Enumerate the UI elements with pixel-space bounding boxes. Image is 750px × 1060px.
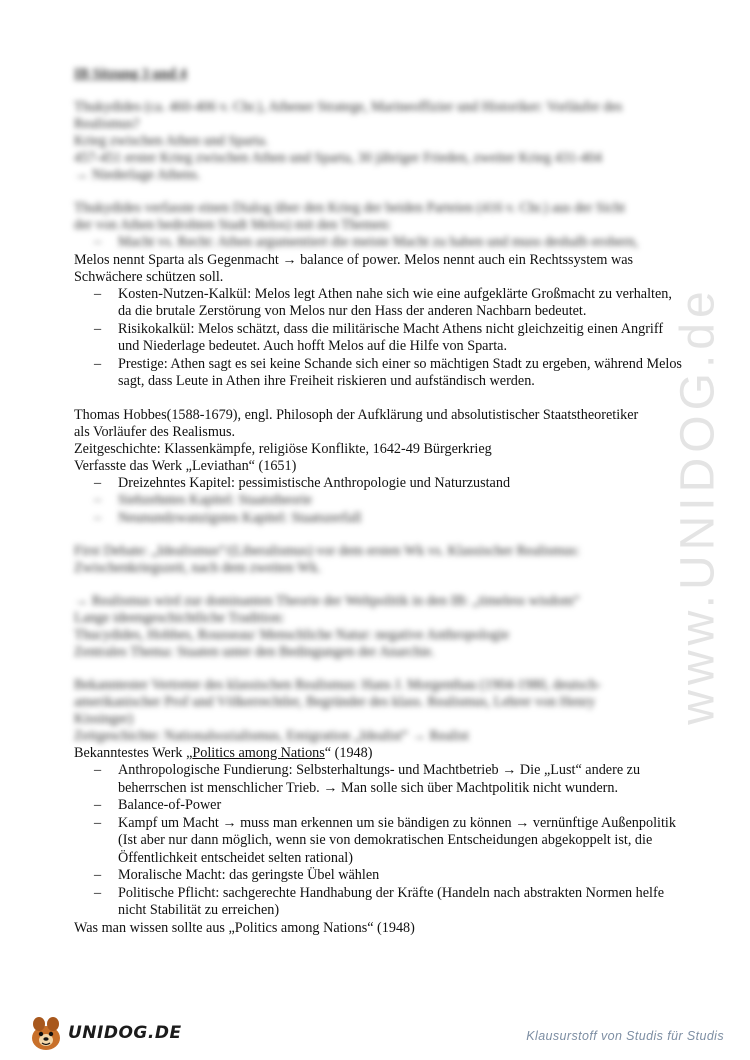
text-line: Realismus?	[74, 116, 140, 132]
list-item: – Siebzehntes Kapitel: Staatstheorie	[94, 492, 684, 510]
logo-text: UNIDOG.DE	[68, 1023, 182, 1043]
dog-mascot-icon	[26, 1014, 66, 1052]
list-item: – Kosten-Nutzen-Kalkül: Melos legt Athen nahe sich wie eine aufgeklärte Großmacht zu verhalten, da die brutale Zerstörung von Melos nur den Hass der anderen Nachbarn bedeutet.	[94, 286, 684, 321]
text-line: Thomas Hobbes(1588-1679), engl. Philosoph der Aufklärung und absolutistischer Staatstheoretiker	[74, 406, 639, 423]
hobbes-block	[74, 407, 684, 475]
spacer	[74, 184, 684, 200]
text-line: Melos nennt Sparta als Gegenmacht → balance of power. Melos nennt auch ein Rechtssystem was	[74, 251, 634, 268]
text-line: Bekanntester Vertreter des klassischen Realismus: Hans J. Morgenthau (1904-1980, deutsch-	[74, 677, 602, 693]
list-item: – Neunundzwanzigstes Kapitel: Staatszerfall	[94, 510, 684, 528]
list-item: – Prestige: Athen sagt es sei keine Schande sich einer so mächtigen Stadt zu ergeben, während Melos sagt, dass Leute in Athen ihre Freiheit riskieren und aufständisch werden.	[94, 356, 684, 391]
closing-line: Was man wissen sollte aus „Politics among Nations“ (1948)	[74, 919, 415, 936]
spacer	[74, 527, 684, 543]
text-line: Schwächere schützen soll.	[74, 268, 224, 285]
text-line: Thukydides (ca. 460-406 v. Chr.), Athener Stratege, Marineoffizier und Historiker: Vorläufer des	[74, 99, 623, 115]
text-line: amerikanischer Prof und Völkerrechtler, Begründer des klass. Realismus, Lehrer von Henry	[74, 694, 596, 710]
text-line: Thucydides, Hobbes, Rousseau/ Menschliche Natur: negative Anthropologie	[74, 627, 509, 643]
text-line: Zeitgeschichte: Nationalsozialismus, Emigration „Idealist“ → Realist	[74, 728, 469, 744]
text-line: Zwischenkriegszeit, nach dem zweiten Wk.	[74, 560, 322, 576]
text-line: als Vorläufer des Realismus.	[74, 423, 236, 440]
text-line: 457-451 erster Krieg zwischen Athen und Sparta, 30 jähriger Frieden, zweiter Krieg 431-404	[74, 150, 602, 166]
work-title-line	[74, 745, 684, 762]
intro-block	[74, 99, 684, 184]
list-item: – Macht vs. Recht: Athen argumentiert die meiste Macht zu haben und muss deshalb erobern,	[94, 234, 684, 252]
work-title: Politics among Nations	[192, 745, 325, 761]
footer-tagline: Klausurstoff von Studis für Studis	[526, 1029, 724, 1043]
text-line: Zentrales Thema: Staaten unter den Bedingungen der Anarchie.	[74, 644, 435, 660]
spacer	[74, 83, 684, 99]
spacer	[74, 661, 684, 677]
text-line: Kissinger)	[74, 711, 134, 727]
morgenthau-list	[74, 762, 684, 920]
list-item: – Moralische Macht: das geringste Übel wählen	[94, 867, 684, 885]
spacer	[74, 577, 684, 593]
document-body	[74, 66, 684, 937]
spacer	[74, 391, 684, 407]
text-line: Zeitgeschichte: Klassenkämpfe, religiöse Konflikte, 1642-49 Bürgerkrieg	[74, 440, 492, 457]
text-line: → Realismus wird zur dominanten Theorie der Weltpolitik in den IB: „timeless wisdom“	[74, 593, 580, 609]
melos-list	[74, 286, 684, 391]
list-item: – Politische Pflicht: sachgerechte Handhabung der Kräfte (Handeln nach abstrakten Normen helfe nicht Stabilität zu erreichen)	[94, 885, 684, 920]
list-item: – Kampf um Macht → muss man erkennen um sie bändigen zu können → vernünftige Außenpolitik (Ist aber nur dann möglich, wenn sie von demokratischen Entscheidungen abgekoppelt ist, die Öffentlichkeit entscheidet selten rational)	[94, 815, 684, 868]
morgenthau-block	[74, 677, 684, 745]
list-item: – Dreizehntes Kapitel: pessimistische Anthropologie und Naturzustand	[94, 475, 684, 493]
text-line: Verfasste das Werk „Leviathan“ (1651)	[74, 457, 297, 474]
text-line: Thukydides verfasste einen Dialog über den Krieg der beiden Parteien (416 v. Chr.) aus der Sicht	[74, 200, 626, 216]
work-suffix: “ (1948)	[324, 745, 373, 761]
watermark-text: www.UNIDOG.de	[671, 285, 725, 725]
realismus-block	[74, 593, 684, 661]
work-prefix: Bekanntestes Werk „	[74, 745, 193, 761]
list-item: – Anthropologische Fundierung: Selbsterhaltungs- und Machtbetrieb → Die „Lust“ andere zu beherrschen ist menschlicher Trieb. → Man solle sich über Machtpolitik nicht wundern.	[94, 762, 684, 797]
text-line: → Niederlage Athens.	[74, 167, 201, 183]
text-line: Krieg zwischen Athen und Sparta.	[74, 133, 269, 149]
text-line: First Debate: „Idealismus“/(Liberalismus) vor dem ersten Wk vs. Klassischer Realismus:	[74, 543, 580, 559]
melos-block	[74, 252, 684, 286]
hobbes-list	[74, 475, 684, 528]
page-title: IB Sitzung 3 und 4	[74, 66, 187, 82]
text-line: Lange ideengeschichtliche Tradition:	[74, 610, 285, 626]
text-line: der von Athen bedrohten Stadt Melos) mit den Themen:	[74, 217, 392, 233]
dialog-block	[74, 200, 684, 234]
debate-block	[74, 543, 684, 577]
list-item: – Balance-of-Power	[94, 797, 684, 815]
dialog-list	[74, 234, 684, 252]
list-item: – Risikokalkül: Melos schätzt, dass die militärische Macht Athens nicht gleichzeitig einen Angriff und Niederlage bedeutet. Auch hofft Melos auf die Hilfe von Sparta.	[94, 321, 684, 356]
unidog-logo	[26, 1014, 182, 1052]
